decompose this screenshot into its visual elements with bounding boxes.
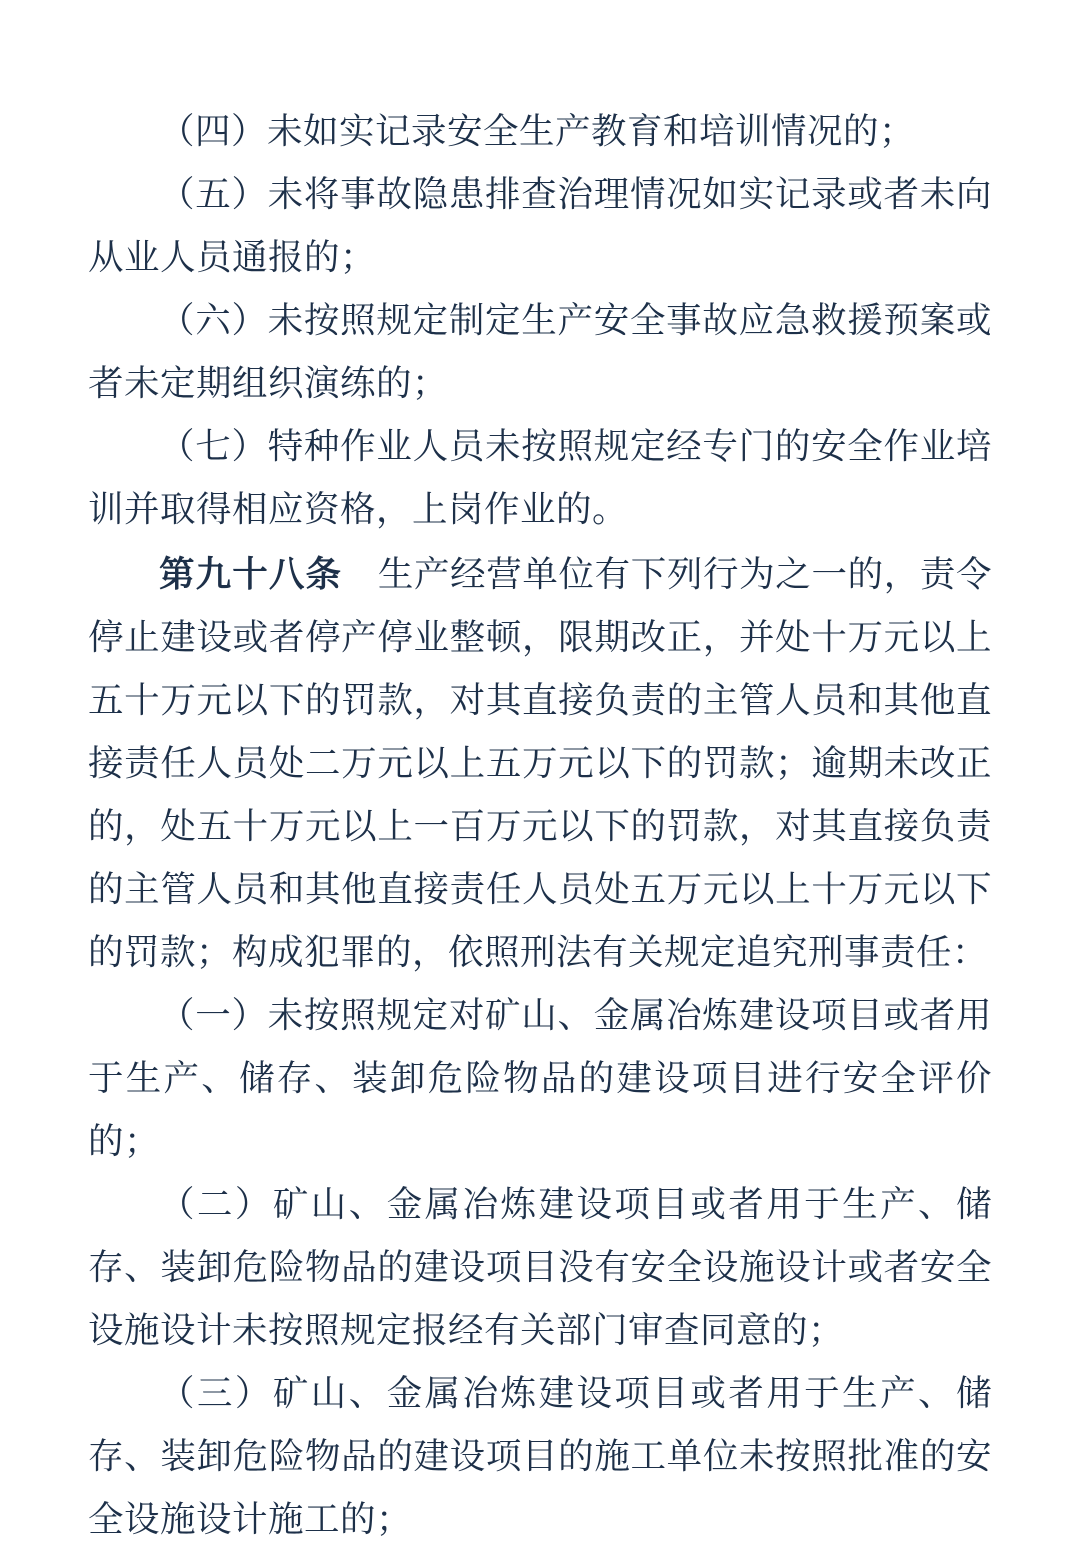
article-number: 第九十八条	[159, 554, 343, 595]
list-item: （七）特种作业人员未按照规定经专门的安全作业培训并取得相应资格，上岗作业的。	[88, 426, 992, 530]
list-item: （六）未按照规定制定生产安全事故应急救援预案或者未定期组织演练的；	[88, 300, 992, 404]
list-item: （四）未如实记录安全生产教育和培训情况的；	[159, 111, 916, 152]
list-item: （二）矿山、金属冶炼建设项目或者用于生产、储存、装卸危险物品的建设项目没有安全设施设计或者安全设施设计未按照规定报经有关部门审查同意的；	[88, 1184, 992, 1351]
article-paragraph	[88, 543, 992, 984]
list-item: （一）未按照规定对矿山、金属冶炼建设项目或者用于生产、储存、装卸危险物品的建设项目进行安全评价的；	[88, 995, 992, 1162]
article-text: 生产经营单位有下列行为之一的，责令停止建设或者停产停业整顿，限期改正，并处十万元以上五十万元以下的罚款，对其直接负责的主管人员和其他直接责任人员处二万元以上五万元以下的罚款；逾期未改正的，处五十万元以上一百万元以下的罚款，对其直接负责的主管人员和其他直接责任人员处五万元以上十万元以下的罚款；构成犯罪的，依照刑法有关规定追究刑事责任：	[88, 554, 992, 973]
list-item: （五）未将事故隐患排查治理情况如实记录或者未向从业人员通报的；	[88, 174, 992, 278]
list-item: （三）矿山、金属冶炼建设项目或者用于生产、储存、装卸危险物品的建设项目的施工单位未按照批准的安全设施设计施工的；	[88, 1373, 992, 1540]
document-body	[88, 100, 992, 1551]
